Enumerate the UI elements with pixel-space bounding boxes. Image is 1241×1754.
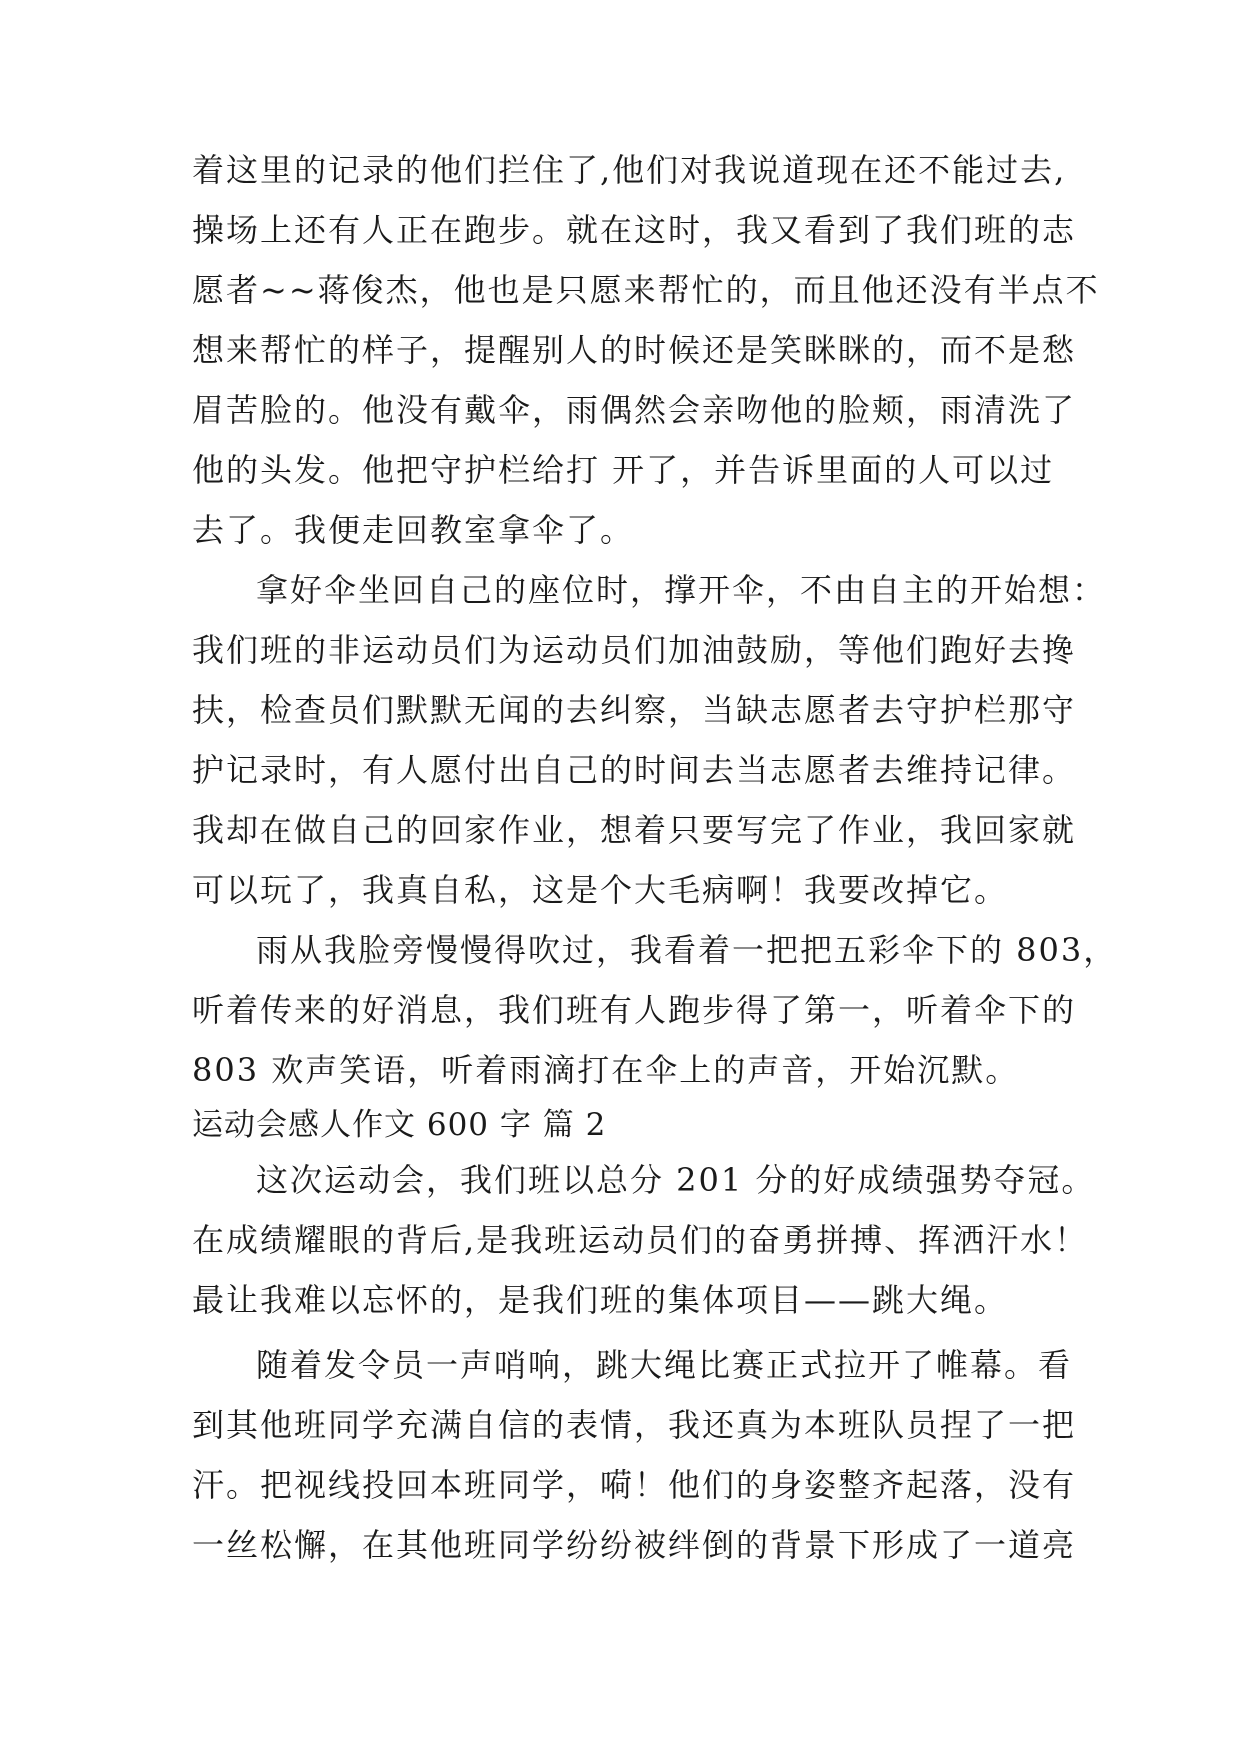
- paragraph-first-line: 雨从我脸旁慢慢得吹过，我看着一把把五彩伞下的 803，: [256, 931, 1118, 969]
- text-line: 愿者~~蒋俊杰，他也是只愿来帮忙的，而且他还没有半点不: [192, 271, 1100, 309]
- text-line: 眉苦脸的。他没有戴伞，雨偶然会亲吻他的脸颊，雨清洗了: [192, 391, 1077, 429]
- text-line: 扶，检查员们默默无闻的去纠察，当缺志愿者去守护栏那守: [192, 691, 1077, 729]
- section-heading: 运动会感人作文 600 字 篇 2: [192, 1107, 607, 1143]
- text-line: 去了。我便走回教室拿伞了。: [192, 511, 635, 549]
- text-line: 操场上还有人正在跑步。就在这时，我又看到了我们班的志: [192, 211, 1077, 249]
- text-line: 最让我难以忘怀的，是我们班的集体项目——跳大绳。: [192, 1281, 1009, 1319]
- text-line: 我们班的非运动员们为运动员们加油鼓励，等他们跑好去搀: [192, 631, 1077, 669]
- text-line: 我却在做自己的回家作业，想着只要写完了作业，我回家就: [192, 811, 1077, 849]
- paragraph-first-line: 这次运动会，我们班以总分 201 分的好成绩强势夺冠。: [256, 1161, 1096, 1199]
- text-line: 803 欢声笑语，听着雨滴打在伞上的声音，开始沉默。: [192, 1051, 1020, 1089]
- paragraph-first-line: 拿好伞坐回自己的座位时，撑开伞，不由自主的开始想：: [256, 571, 1107, 609]
- paragraph-first-line: 随着发令员一声哨响，跳大绳比赛正式拉开了帷幕。看: [256, 1346, 1073, 1384]
- text-line: 到其他班同学充满自信的表情，我还真为本班队员捏了一把: [192, 1406, 1077, 1444]
- text-line: 护记录时，有人愿付出自己的时间去当志愿者去维持记律。: [192, 751, 1077, 789]
- text-line: 一丝松懈，在其他班同学纷纷被绊倒的背景下形成了一道亮: [192, 1526, 1077, 1564]
- text-line: 在成绩耀眼的背后,是我班运动员们的奋勇拼搏、挥洒汗水！: [192, 1221, 1089, 1259]
- text-line: 汗。把视线投回本班同学，嗬！他们的身姿整齐起落，没有: [192, 1466, 1077, 1504]
- text-line: 听着传来的好消息，我们班有人跑步得了第一，听着伞下的: [192, 991, 1077, 1029]
- text-line: 想来帮忙的样子，提醒别人的时候还是笑眯眯的，而不是愁: [192, 331, 1077, 369]
- text-line: 他的头发。他把守护栏给打 开了，并告诉里面的人可以过: [192, 451, 1055, 489]
- text-line: 着这里的记录的他们拦住了,他们对我说道现在还不能过去,: [192, 151, 1067, 189]
- text-line: 可以玩了，我真自私，这是个大毛病啊！我要改掉它。: [192, 871, 1009, 909]
